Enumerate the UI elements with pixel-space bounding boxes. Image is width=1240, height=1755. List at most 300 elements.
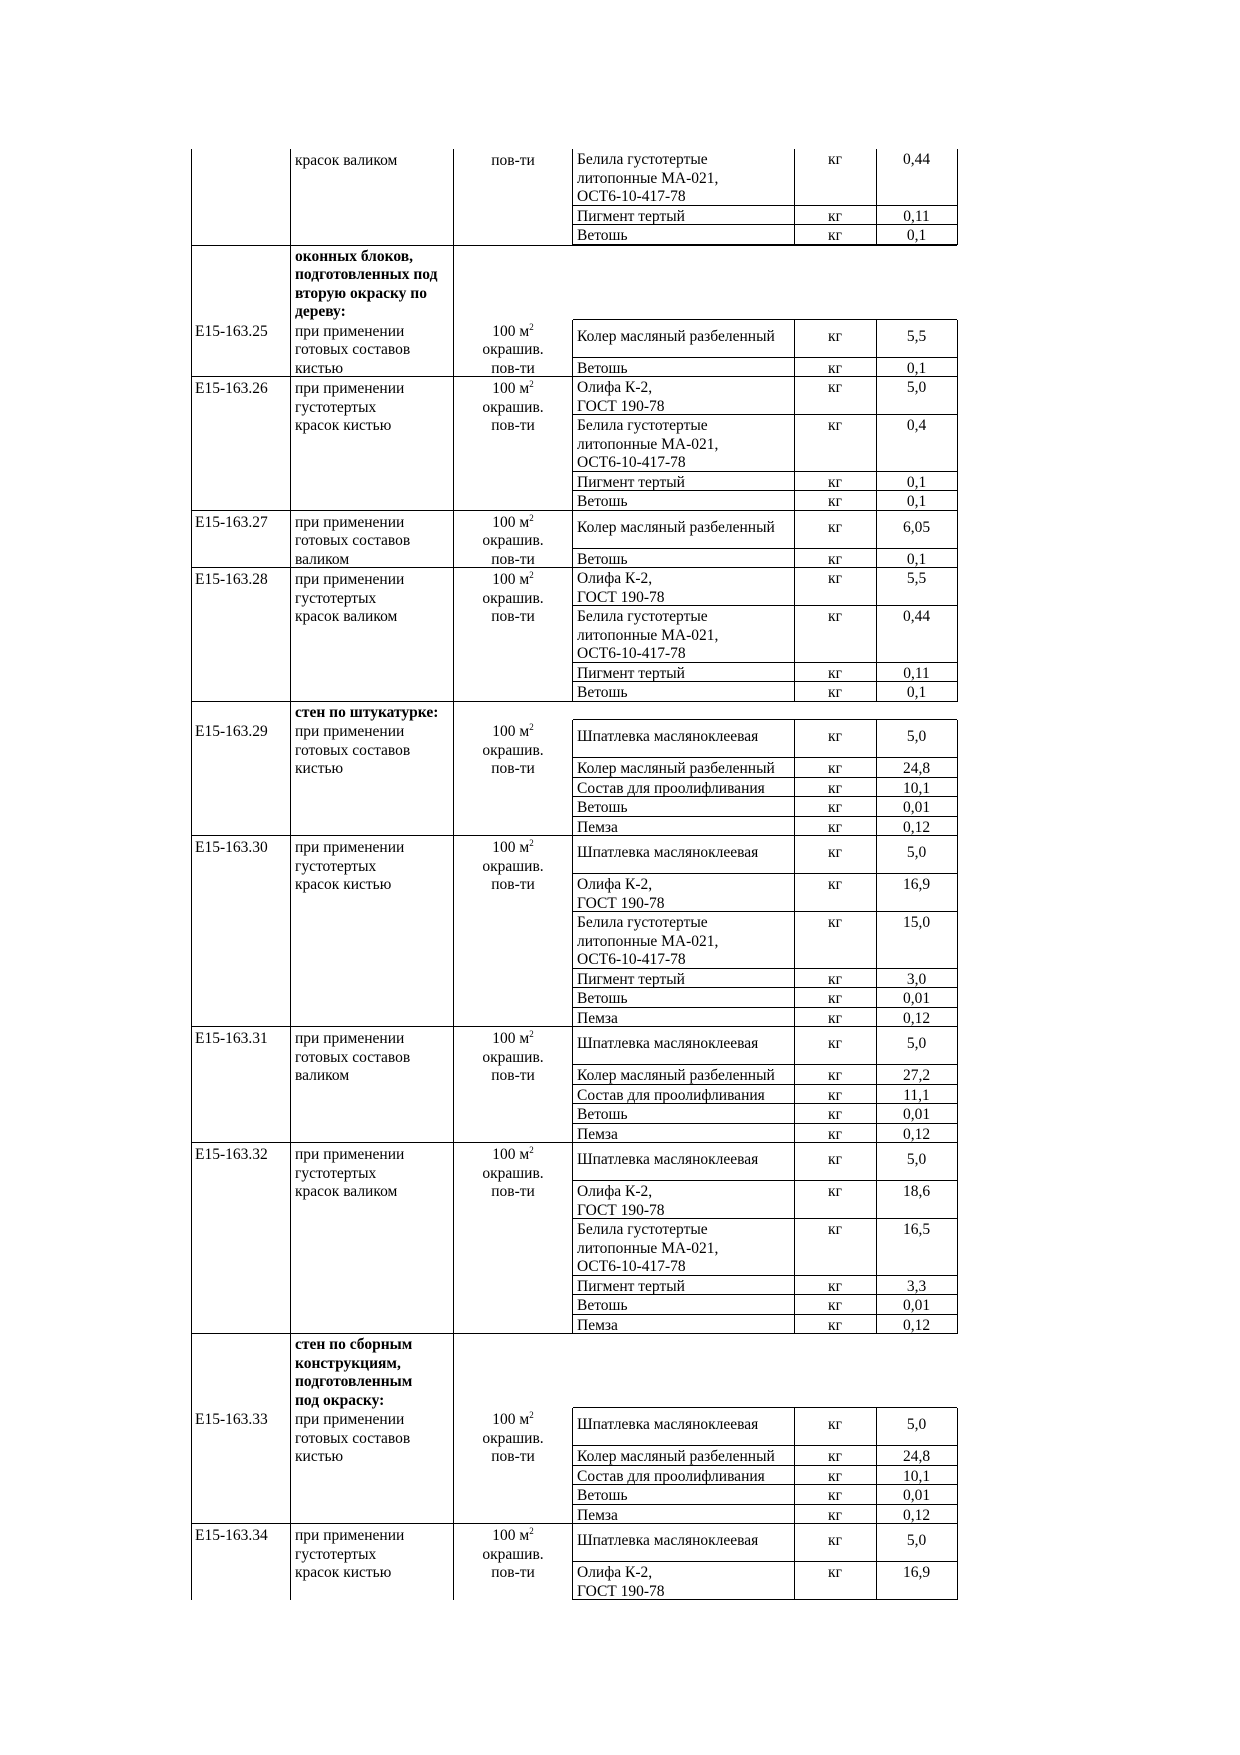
- rate-code: Е15-163.30: [195, 839, 268, 856]
- material-quantity: 0,11: [903, 664, 930, 682]
- material-name: Белила густотертые: [577, 151, 708, 168]
- row-line: [573, 510, 957, 511]
- row-line: [573, 1407, 957, 1408]
- materials-table: [572, 1524, 958, 1600]
- material-unit: кг: [828, 227, 842, 244]
- section-heading: оконных блоков,: [295, 247, 413, 265]
- section-heading: подготовленных под: [295, 266, 438, 283]
- column-divider: [290, 377, 291, 511]
- measure-unit: 100 $м^2$: [492, 1145, 534, 1163]
- material-quantity: 5,0: [906, 379, 927, 396]
- material-name: Олифа К-2,: [577, 1183, 653, 1200]
- material-name: ГОСТ 190-78: [577, 588, 665, 606]
- material-name: Ветошь: [577, 359, 628, 377]
- material-unit: кг: [828, 844, 842, 861]
- measure-unit: пов-ти: [491, 876, 535, 893]
- material-quantity: 0,1: [906, 359, 927, 377]
- material-name: Шпатлевка масляноклеевая: [577, 1416, 759, 1433]
- measure-unit: окрашив.: [482, 589, 544, 607]
- material-name: Пигмент тертый: [577, 970, 685, 988]
- material-name: Пемза: [577, 1009, 618, 1027]
- material-quantity: 16,5: [902, 1221, 931, 1238]
- measure-unit: 100 $м^2$: [492, 570, 534, 588]
- material-unit: кг: [828, 818, 842, 836]
- materials-table: [572, 149, 958, 245]
- row-line: [573, 1504, 957, 1505]
- material-name: Колер масляный разбеленный: [577, 1448, 775, 1465]
- work-description: при применении: [295, 571, 405, 588]
- row-line: [573, 471, 957, 472]
- material-unit: кг: [828, 1106, 842, 1123]
- material-name: Олифа К-2,: [577, 876, 653, 893]
- material-name: ГОСТ 190-78: [577, 397, 665, 415]
- rate-code: Е15-163.32: [195, 1146, 268, 1163]
- row-line: [573, 1599, 957, 1600]
- material-quantity: 0,1: [906, 473, 927, 491]
- material-name: ОСТ6-10-417-78: [577, 188, 686, 205]
- section-heading: стен по сборным: [295, 1336, 413, 1353]
- material-quantity: 24,8: [902, 760, 931, 777]
- section-heading: под окраску:: [295, 1391, 385, 1409]
- material-unit: кг: [828, 1297, 842, 1314]
- material-quantity: 0,1: [906, 550, 927, 568]
- rate-code: Е15-163.27: [195, 513, 268, 531]
- material-unit: кг: [828, 1487, 842, 1504]
- material-name: Состав для проолифливания: [577, 779, 765, 797]
- material-name: Олифа К-2,: [577, 570, 653, 587]
- column-divider: [290, 1027, 291, 1143]
- material-name: Пемза: [577, 1316, 618, 1334]
- material-quantity: 0,01: [902, 1297, 931, 1314]
- materials-table: [572, 1143, 958, 1334]
- measure-unit: пов-ти: [491, 359, 535, 377]
- material-name: Ветошь: [577, 1297, 628, 1314]
- rate-code: Е15-163.25: [195, 322, 268, 340]
- material-name: Пигмент тертый: [577, 1277, 685, 1295]
- table-row-Е15-163.33: [191, 1333, 957, 1524]
- column-divider: [290, 1524, 291, 1600]
- work-description: при применении: [295, 1527, 405, 1544]
- material-unit: кг: [828, 990, 842, 1007]
- material-unit: кг: [828, 684, 842, 701]
- material-unit: кг: [828, 1564, 842, 1581]
- material-unit: кг: [828, 359, 842, 377]
- materials-table: [572, 1027, 958, 1143]
- table-row-continued: [191, 149, 957, 245]
- row-line: [573, 1103, 957, 1104]
- row-line: [573, 1123, 957, 1124]
- material-name: Пемза: [577, 818, 618, 836]
- work-description: густотертых: [295, 857, 377, 875]
- row-line: [573, 1465, 957, 1466]
- column-divider: [191, 1143, 192, 1334]
- work-description: валиком: [295, 550, 350, 568]
- column-divider: [290, 1334, 291, 1524]
- material-unit: кг: [828, 207, 842, 225]
- work-description: готовых составов: [295, 532, 411, 549]
- material-quantity: 5,0: [906, 1532, 927, 1549]
- row-line: [573, 968, 957, 969]
- material-quantity: 3,3: [906, 1277, 927, 1295]
- material-name: Олифа К-2,: [577, 1564, 653, 1581]
- section-heading: подготовленным: [295, 1373, 413, 1390]
- material-name: ОСТ6-10-417-78: [577, 454, 686, 471]
- column-divider: [191, 702, 192, 837]
- material-name: Ветошь: [577, 1487, 628, 1504]
- work-description: кистью: [295, 760, 344, 777]
- column-divider: [191, 149, 192, 245]
- row-line: [573, 1218, 957, 1219]
- row-line: [573, 548, 957, 549]
- measure-unit: 100 $м^2$: [492, 1410, 534, 1428]
- work-description: красок кистью: [295, 1564, 392, 1581]
- row-line: [573, 1314, 957, 1315]
- material-quantity: 0,01: [902, 1487, 931, 1504]
- column-divider: [191, 836, 192, 1027]
- material-name: Ветошь: [577, 990, 628, 1007]
- material-name: ГОСТ 190-78: [577, 1582, 665, 1600]
- row-line: [573, 662, 957, 663]
- material-quantity: 0,12: [902, 818, 931, 836]
- material-quantity: 0,1: [906, 227, 927, 244]
- material-name: Шпатлевка масляноклеевая: [577, 728, 759, 745]
- measure-unit: пов-ти: [491, 550, 535, 568]
- row-line: [573, 1026, 957, 1027]
- material-name: Колер масляный разбеленный: [577, 327, 775, 345]
- material-name: Колер масляный разбеленный: [577, 760, 775, 777]
- work-description: валиком: [295, 1067, 350, 1084]
- row-line: [573, 1445, 957, 1446]
- material-name: Шпатлевка масляноклеевая: [577, 1035, 759, 1052]
- work-description: густотертых: [295, 1164, 377, 1182]
- material-name: Белила густотертые: [577, 417, 708, 434]
- material-unit: кг: [828, 1086, 842, 1104]
- material-name: литопонные МА-021,: [577, 435, 719, 453]
- measure-unit: окрашив.: [482, 1164, 544, 1182]
- material-name: литопонные МА-021,: [577, 169, 719, 187]
- row-line: [573, 873, 957, 874]
- material-unit: кг: [828, 1506, 842, 1524]
- material-quantity: 5,5: [906, 570, 927, 587]
- material-unit: кг: [828, 876, 842, 893]
- row-line: [573, 205, 957, 206]
- material-name: Шпатлевка масляноклеевая: [577, 1151, 759, 1168]
- column-divider: [191, 246, 192, 378]
- material-unit: кг: [828, 1277, 842, 1295]
- material-unit: кг: [828, 608, 842, 625]
- material-quantity: 10,1: [902, 1467, 931, 1485]
- work-description: кистью: [295, 1448, 344, 1465]
- material-name: ОСТ6-10-417-78: [577, 645, 686, 662]
- material-quantity: 0,44: [902, 608, 931, 625]
- measure-unit: пов-ти: [491, 608, 535, 625]
- table-row-Е15-163.34: [191, 1523, 957, 1600]
- material-quantity: 15,0: [902, 914, 931, 931]
- material-unit: кг: [828, 518, 842, 536]
- work-description: кистью: [295, 359, 344, 377]
- measure-unit: 100 $м^2$: [492, 1526, 534, 1544]
- measure-unit: окрашив.: [482, 1429, 544, 1447]
- work-description: при применении: [295, 839, 405, 856]
- material-name: Шпатлевка масляноклеевая: [577, 1532, 759, 1549]
- measure-unit: пов-ти: [491, 760, 535, 777]
- work-description: при применении: [295, 1146, 405, 1163]
- table-row-Е15-163.25: [191, 245, 957, 378]
- material-name: Пигмент тертый: [577, 473, 685, 491]
- row-line: [573, 376, 957, 377]
- rate-code: Е15-163.33: [195, 1411, 268, 1428]
- material-quantity: 5,0: [906, 1035, 927, 1052]
- column-divider: [290, 511, 291, 569]
- material-name: Пемза: [577, 1506, 618, 1524]
- work-description: при применении: [295, 513, 405, 531]
- row-line: [573, 567, 957, 568]
- materials-table: [572, 320, 958, 378]
- row-line: [573, 816, 957, 817]
- material-unit: кг: [828, 1183, 842, 1200]
- column-divider: [191, 377, 192, 511]
- rate-code: Е15-163.28: [195, 571, 268, 588]
- material-unit: кг: [828, 570, 842, 587]
- row-line: [573, 757, 957, 758]
- row-line: [573, 224, 957, 225]
- material-quantity: 18,6: [902, 1183, 931, 1200]
- material-quantity: 11,1: [903, 1086, 930, 1104]
- material-quantity: 0,1: [906, 684, 927, 701]
- row-line: [573, 1064, 957, 1065]
- work-description: при применении: [295, 380, 405, 397]
- material-name: Белила густотертые: [577, 608, 708, 625]
- row-line: [573, 1561, 957, 1562]
- row-line: [573, 1007, 957, 1008]
- measure-unit: пов-ти: [491, 1183, 535, 1200]
- column-divider: [191, 1334, 192, 1524]
- section-heading: стен по штукатурке:: [295, 703, 439, 721]
- material-quantity: 0,12: [902, 1009, 931, 1027]
- material-quantity: 10,1: [902, 779, 931, 797]
- measure-unit: пов-ти: [491, 1067, 535, 1084]
- table-row-Е15-163.31: [191, 1026, 957, 1143]
- materials-table: [572, 720, 958, 836]
- material-quantity: 5,5: [906, 327, 927, 345]
- material-unit: кг: [828, 1151, 842, 1168]
- table-row-Е15-163.29: [191, 701, 957, 837]
- rate-code: Е15-163.31: [195, 1030, 268, 1047]
- material-quantity: 24,8: [902, 1448, 931, 1465]
- material-name: литопонные МА-021,: [577, 626, 719, 644]
- section-heading: дереву:: [295, 303, 346, 320]
- work-description: красок валиком: [295, 152, 398, 169]
- column-divider: [290, 702, 291, 837]
- material-unit: кг: [828, 1416, 842, 1433]
- measure-unit: окрашив.: [482, 1545, 544, 1563]
- row-line: [573, 911, 957, 912]
- material-unit: кг: [828, 1125, 842, 1143]
- material-name: Ветошь: [577, 799, 628, 816]
- material-unit: кг: [828, 493, 842, 510]
- measure-unit: 100 $м^2$: [492, 512, 534, 531]
- work-description: красок кистью: [295, 417, 392, 434]
- column-divider: [191, 511, 192, 569]
- materials-table: [572, 377, 958, 511]
- table-row-Е15-163.27: [191, 510, 957, 569]
- work-description: готовых составов: [295, 1429, 411, 1447]
- work-description: густотертых: [295, 589, 377, 607]
- material-unit: кг: [828, 1221, 842, 1238]
- material-unit: кг: [828, 914, 842, 931]
- material-name: Состав для проолифливания: [577, 1467, 765, 1485]
- table-row-Е15-163.28: [191, 567, 957, 702]
- material-name: Ветошь: [577, 550, 628, 568]
- material-name: ОСТ6-10-417-78: [577, 1258, 686, 1275]
- material-unit: кг: [828, 550, 842, 568]
- measure-unit: окрашив.: [482, 857, 544, 875]
- material-quantity: 5,0: [906, 1151, 927, 1168]
- material-name: Олифа К-2,: [577, 379, 653, 396]
- material-name: Ветошь: [577, 684, 628, 701]
- material-quantity: 0,01: [902, 1106, 931, 1123]
- material-unit: кг: [828, 728, 842, 745]
- row-line: [573, 1180, 957, 1181]
- row-line: [573, 1275, 957, 1276]
- row-line: [573, 681, 957, 682]
- material-quantity: 5,0: [906, 1416, 927, 1433]
- material-unit: кг: [828, 1316, 842, 1334]
- material-quantity: 0,12: [902, 1506, 931, 1524]
- rate-code: Е15-163.29: [195, 723, 268, 740]
- material-unit: кг: [828, 473, 842, 491]
- column-divider: [191, 1524, 192, 1600]
- row-line: [573, 1484, 957, 1485]
- material-quantity: 27,2: [902, 1067, 931, 1084]
- work-description: готовых составов: [295, 1048, 411, 1066]
- measure-unit: окрашив.: [482, 741, 544, 759]
- measure-unit: пов-ти: [491, 417, 535, 434]
- material-name: ГОСТ 190-78: [577, 894, 665, 912]
- material-name: литопонные МА-021,: [577, 1239, 719, 1257]
- materials-table: [572, 568, 958, 702]
- material-name: литопонные МА-021,: [577, 932, 719, 950]
- material-name: Колер масляный разбеленный: [577, 518, 775, 536]
- row-line: [573, 319, 957, 320]
- material-name: Колер масляный разбеленный: [577, 1067, 775, 1084]
- work-description: густотертых: [295, 1545, 377, 1563]
- row-line: [573, 1294, 957, 1295]
- material-name: Пемза: [577, 1125, 618, 1143]
- material-name: Ветошь: [577, 227, 628, 244]
- section-heading: конструкциям,: [295, 1354, 401, 1372]
- material-unit: кг: [828, 417, 842, 434]
- column-divider: [290, 568, 291, 702]
- material-unit: кг: [828, 1467, 842, 1485]
- row-line: [573, 987, 957, 988]
- work-description: готовых составов: [295, 341, 411, 358]
- material-quantity: 0,11: [903, 207, 930, 225]
- material-name: Белила густотертые: [577, 1221, 708, 1238]
- material-quantity: 0,1: [906, 493, 927, 510]
- column-divider: [191, 1027, 192, 1143]
- material-quantity: 0,12: [902, 1125, 931, 1143]
- work-description: красок валиком: [295, 1183, 398, 1200]
- material-quantity: 0,4: [906, 417, 927, 434]
- measure-unit: окрашив.: [482, 1048, 544, 1066]
- materials-table: [572, 511, 958, 569]
- material-name: Ветошь: [577, 493, 628, 510]
- column-divider: [290, 1143, 291, 1334]
- rate-code: Е15-163.34: [195, 1527, 268, 1544]
- material-quantity: 16,9: [902, 876, 931, 893]
- materials-table: [572, 836, 958, 1027]
- measure-unit: 100 $м^2$: [492, 838, 534, 856]
- column-divider: [290, 149, 291, 245]
- measure-unit: окрашив.: [482, 341, 544, 358]
- material-name: Белила густотертые: [577, 914, 708, 931]
- row-line: [573, 1142, 957, 1143]
- material-unit: кг: [828, 779, 842, 797]
- material-name: ОСТ6-10-417-78: [577, 951, 686, 968]
- row-line: [573, 835, 957, 836]
- material-unit: кг: [828, 799, 842, 816]
- column-divider: [290, 836, 291, 1027]
- material-quantity: 0,44: [902, 151, 931, 168]
- measure-unit: окрашив.: [482, 532, 544, 549]
- rate-code: Е15-163.26: [195, 380, 268, 397]
- measure-unit: пов-ти: [491, 1448, 535, 1465]
- row-line: [573, 1523, 957, 1524]
- measure-unit: пов-ти: [491, 152, 535, 169]
- work-description: при применении: [295, 1411, 405, 1428]
- material-quantity: 5,0: [906, 728, 927, 745]
- material-unit: кг: [828, 1035, 842, 1052]
- measure-unit: окрашив.: [482, 398, 544, 416]
- row-line: [573, 719, 957, 720]
- work-description: готовых составов: [295, 741, 411, 759]
- measure-unit: 100 $м^2$: [492, 722, 534, 740]
- material-quantity: 6,05: [902, 518, 931, 536]
- material-unit: кг: [828, 379, 842, 396]
- material-unit: кг: [828, 1532, 842, 1549]
- row-line: [573, 796, 957, 797]
- material-unit: кг: [828, 760, 842, 777]
- material-unit: кг: [828, 151, 842, 168]
- material-unit: кг: [828, 664, 842, 682]
- material-quantity: 0,01: [902, 799, 931, 816]
- material-quantity: 0,12: [902, 1316, 931, 1334]
- work-description: при применении: [295, 723, 405, 740]
- material-unit: кг: [828, 1448, 842, 1465]
- material-quantity: 0,01: [902, 990, 931, 1007]
- work-description: густотертых: [295, 398, 377, 416]
- material-name: ГОСТ 190-78: [577, 1201, 665, 1219]
- material-unit: кг: [828, 1067, 842, 1084]
- material-unit: кг: [828, 327, 842, 345]
- section-heading: вторую окраску по: [295, 284, 427, 302]
- material-name: Пигмент тертый: [577, 207, 685, 225]
- row-line: [573, 357, 957, 358]
- measure-unit: пов-ти: [491, 1564, 535, 1581]
- material-quantity: 5,0: [906, 844, 927, 861]
- work-description: красок валиком: [295, 608, 398, 625]
- materials-table: [572, 1408, 958, 1524]
- work-description: при применении: [295, 1030, 405, 1047]
- row-line: [573, 414, 957, 415]
- material-quantity: 16,9: [902, 1564, 931, 1581]
- row-line: [573, 1084, 957, 1085]
- material-name: Пигмент тертый: [577, 664, 685, 682]
- measure-unit: 100 $м^2$: [492, 1029, 534, 1047]
- material-unit: кг: [828, 970, 842, 988]
- table-row-Е15-163.26: [191, 376, 957, 511]
